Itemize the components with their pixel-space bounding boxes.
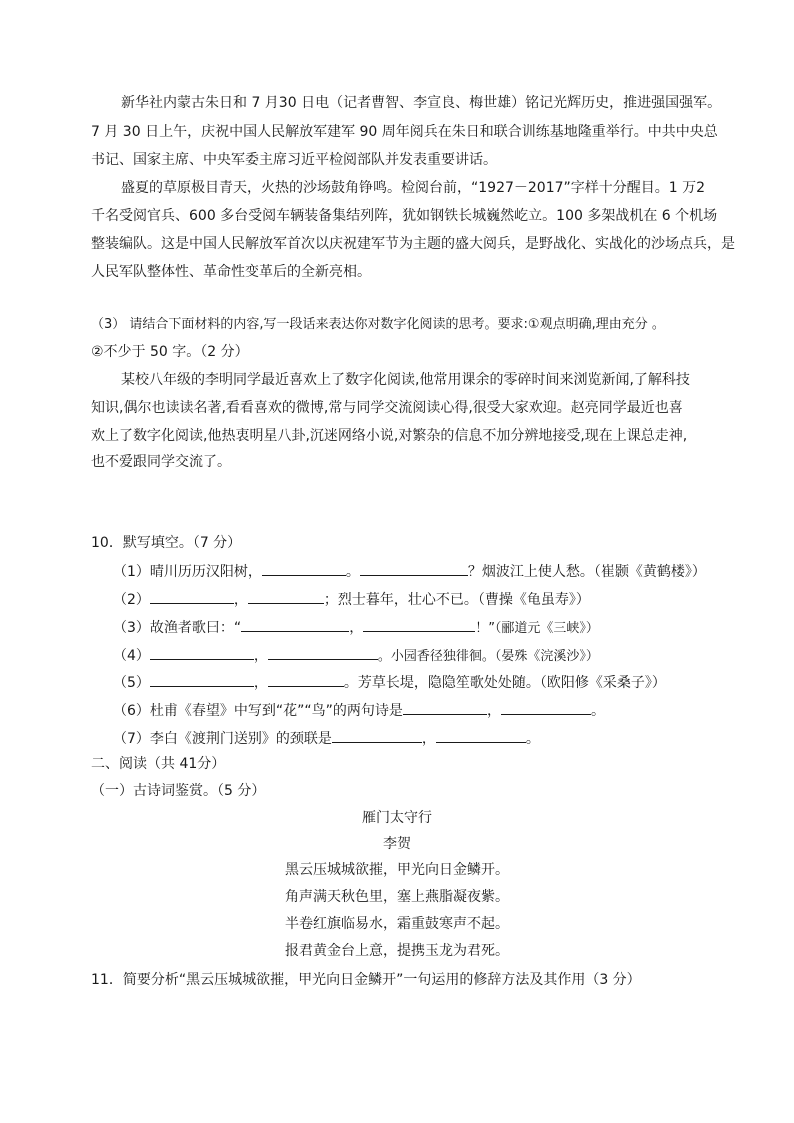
- answer-blank[interactable]: [268, 645, 378, 660]
- news-para2-line3: 整装编队。这是中国人民解放军首次以庆祝建军节为主题的盛大阅兵，是野战化、实战化的沙场点兵，是: [91, 236, 735, 252]
- news-para2-line2: 千名受阅官兵、600 多台受阅车辆装备集结列阵，犹如钢铁长城巍然屹立。100 多架战机在 6 个机场: [91, 208, 718, 224]
- q3-material-line4: 也不爱跟同学交流了。: [91, 454, 231, 470]
- q10-item-5: [113, 672, 666, 693]
- item-suffix: ！”（郦道元《三峡》）: [475, 621, 599, 636]
- item-number: （2）: [113, 592, 150, 608]
- poem-line: 角声满天秋色里，塞上燕脂凝夜紫。: [285, 889, 509, 905]
- item-number: （4）: [113, 648, 150, 664]
- answer-blank[interactable]: [332, 728, 422, 743]
- q10-item-3: [113, 617, 599, 639]
- q3-material-line1: 某校八年级的李明同学最近喜欢上了数字化阅读,他常用课余的零碎时间来浏览新闻,了解科技: [121, 372, 690, 388]
- news-para1-line1: 新华社内蒙古朱日和 7 月30 日电（记者曹智、李宣良、梅世雄）铭记光辉历史，推进强国强军。: [121, 95, 722, 111]
- item-suffix: 。: [525, 731, 540, 747]
- item-sep: ，: [253, 648, 268, 664]
- answer-blank[interactable]: [262, 561, 346, 576]
- answer-blank[interactable]: [150, 645, 254, 660]
- answer-blank[interactable]: [150, 672, 254, 687]
- q10-item-4: [113, 645, 599, 667]
- answer-blank[interactable]: [436, 728, 526, 743]
- answer-blank[interactable]: [241, 617, 349, 632]
- poem-line: 黑云压城城欲摧，甲光向日金鳞开。: [285, 862, 509, 878]
- news-para2-line1: 盛夏的草原极目青天，火热的沙场鼓角铮鸣。检阅台前，“1927－2017”字样十分醒目。1 万2: [121, 180, 706, 196]
- item-sep: ，: [253, 675, 268, 691]
- news-para1-line3: 书记、国家主席、中央军委主席习近平检阅部队并发表重要讲话。: [91, 152, 497, 168]
- item-sep: 。: [345, 564, 360, 580]
- poem-title: 雁门太守行: [362, 810, 432, 826]
- item-suffix: 。芳草长堤，隐隐笙歌处处随。（欧阳修《采桑子》）: [343, 675, 666, 691]
- item-suffix: ；烈士暮年，壮心不已。（曹操《龟虽寿》）: [323, 592, 590, 608]
- item-number: （6）: [113, 703, 150, 719]
- q10-item-7: [113, 728, 540, 749]
- item-prefix: 李白《渡荆门送别》的颈联是: [149, 731, 332, 747]
- q3-prompt-line1: （3） 请结合下面材料的内容,写一段话来表达你对数字化阅读的思考。要求:①观点明确,理由充分 。: [91, 317, 665, 332]
- answer-blank[interactable]: [403, 700, 487, 715]
- answer-blank[interactable]: [360, 561, 468, 576]
- item-prefix: 晴川历历汉阳树，: [149, 564, 262, 580]
- news-para2-line4: 人民军队整体性、革命性变革后的全新亮相。: [91, 264, 371, 280]
- item-sep: ，: [421, 731, 436, 747]
- answer-blank[interactable]: [363, 617, 475, 632]
- poem-line: 报君黄金台上意，提携玉龙为君死。: [285, 943, 509, 959]
- item-prefix: 杜甫《春望》中写到“花”“鸟”的两句诗是: [149, 703, 403, 719]
- q10-item-6: [113, 700, 605, 721]
- answer-blank[interactable]: [268, 672, 344, 687]
- poem-author: 李贺: [383, 836, 411, 852]
- item-sep: ，: [233, 592, 248, 608]
- item-number: （3）: [113, 620, 150, 636]
- item-number: （1）: [113, 564, 150, 580]
- q11-question: 11．简要分析“黑云压城城欲摧，甲光向日金鳞开”一句运用的修辞方法及其作用（3 分）: [91, 972, 641, 988]
- item-suffix: 。小园香径独徘徊。（晏殊《浣溪沙》）: [377, 649, 599, 664]
- section2-subtitle: （一）古诗词鉴赏。（5 分）: [91, 783, 266, 799]
- item-suffix: 。: [590, 703, 605, 719]
- q10-item-1: [113, 561, 706, 582]
- item-number: （5）: [113, 675, 150, 691]
- q3-material-line2: 知识,偶尔也读读名著,看看喜欢的微博,常与同学交流阅读心得,很受大家欢迎。赵亮同学最近也喜: [91, 400, 683, 416]
- q3-prompt-line2: ②不少于 50 字。（2 分）: [91, 344, 249, 360]
- answer-blank[interactable]: [150, 589, 234, 604]
- item-sep: ，: [486, 703, 501, 719]
- item-number: （7）: [113, 731, 150, 747]
- item-sep: ，: [349, 620, 364, 636]
- item-prefix: 故渔者歌曰：“: [149, 620, 242, 636]
- answer-blank[interactable]: [501, 700, 591, 715]
- answer-blank[interactable]: [248, 589, 324, 604]
- item-suffix: ？烟波江上使人愁。（崔颢《黄鹤楼》）: [467, 564, 706, 580]
- poem-line: 半卷红旗临易水，霜重鼓寒声不起。: [285, 916, 509, 932]
- q10-title: 10．默写填空。（7 分）: [91, 535, 242, 551]
- q10-item-2: [113, 589, 590, 610]
- news-para1-line2: 7 月 30 日上午，庆祝中国人民解放军建军 90 周年阅兵在朱日和联合训练基地隆重举行。中共中央总: [91, 124, 718, 140]
- q3-material-line3: 欢上了数字化阅读,他热衷明星八卦,沉迷网络小说,对繁杂的信息不加分辨地接受,现在上课总走神,: [91, 428, 688, 444]
- section2-title: 二、阅读（共 41分）: [91, 756, 226, 772]
